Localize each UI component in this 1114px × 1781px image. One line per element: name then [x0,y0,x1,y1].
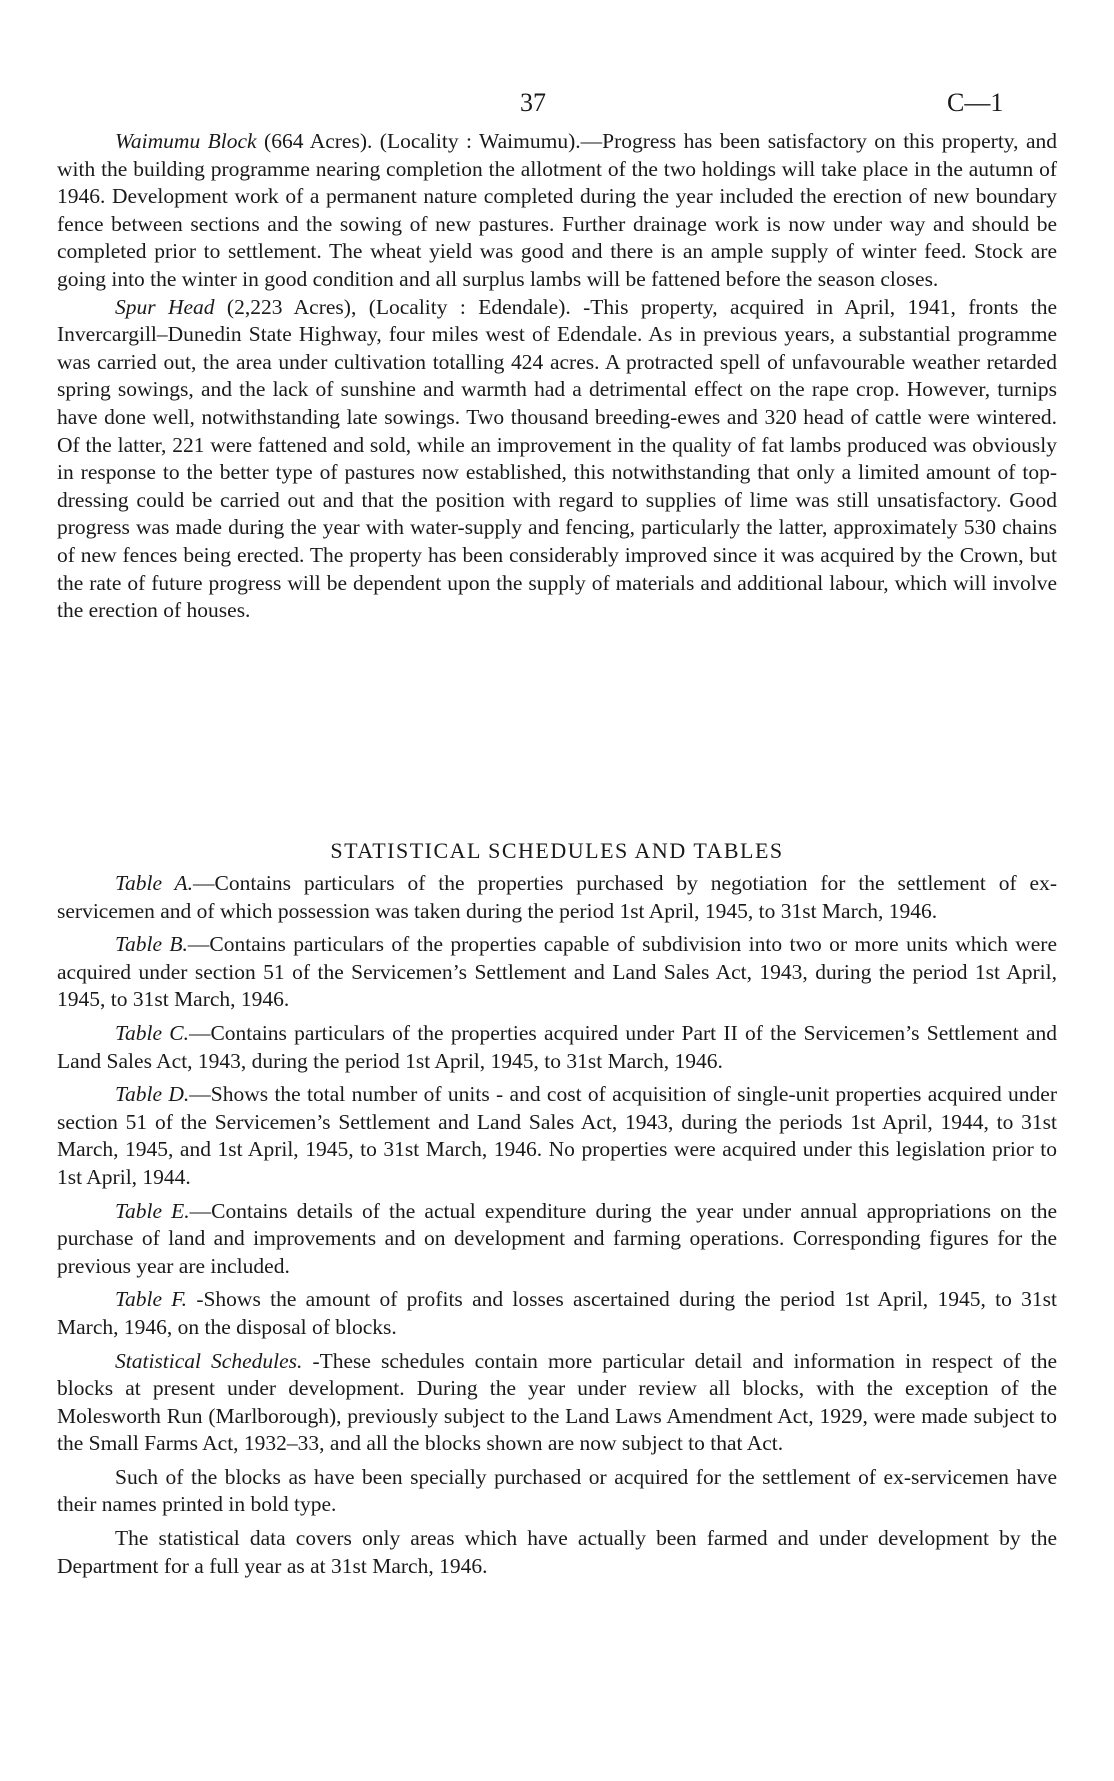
table-d-paragraph [57,1081,1057,1191]
statistical-schedules-paragraph [57,1348,1057,1458]
table-e-label: Table E. [115,1198,190,1223]
table-d-label: Table D. [115,1082,190,1107]
bold-type-note: Such of the blocks as have been specially purchased or acquired for the settlement of ex-servicemen have their names printed in bold type. [57,1464,1057,1517]
block-name-spur-head: Spur Head [115,294,215,319]
table-f-paragraph [57,1286,1057,1341]
table-b-paragraph [57,931,1057,1014]
table-f-text: -Shows the amount of profits and losses ascertained during the period 1st April, 1945, to 31st March, 1946, on the disposal of blocks. [57,1287,1057,1339]
paragraph-waimumu-text: (664 Acres). (Locality : Waimumu).—Progress has been satisfactory on this property, and with the building programme nearing completion the allotment of the two holdings will take place in the autumn of 1946. Development work of a permanent nature completed during the year included the erection of new boundary fence between sections and the sowing of new pastures. Further drainage work is now under way and should be completed prior to settlement. The wheat yield was good and there is an ample supply of winter feed. Stock are going into the winter in good condition and all surplus lambs will be fattened before the season closes. [57,129,1057,291]
table-c-label: Table C. [115,1020,189,1045]
statistical-schedules-text: -These schedules contain more particular detail and information in respect of the blocks at present under development. During the year under review all blocks, with the exception of the Molesworth Run (Marlborough), previously subject to the Land Laws Amendment Act, 1929, were made subject to the Small Farms Act, 1932–33, and all the blocks shown are now subject to that Act. [57,1348,1057,1456]
tables-description [57,870,1057,1580]
statistical-data-note: The statistical data covers only areas which have actually been farmed and under development by the Department for a full year as at 31st March, 1946. [57,1526,1057,1578]
page-header [0,88,1114,128]
table-e-paragraph [57,1198,1057,1281]
table-a-paragraph [57,870,1057,925]
table-c-text: —Contains particulars of the properties acquired under Part II of the Servicemen’s Settlement and Land Sales Act, 1943, during the period 1st April, 1945, to 31st March, 1946. [57,1020,1057,1073]
table-f-label: Table F. [115,1287,188,1312]
block-name-waimumu: Waimumu Block [115,129,257,153]
document-reference: C—1 [947,88,1004,117]
table-d-text: —Shows the total number of units - and cost of acquisition of single-unit properties acquired under section 51 of the Servicemen’s Settlement and Land Sales Act, 1943, during the periods 1st April, 1944, to 31st March, 1945, and 1st April, 1945, to 31st March, 1946. No properties were acquired under this legislation prior to 1st April, 1944. [57,1082,1058,1189]
table-a-label: Table A. [115,871,194,895]
block-reports [57,128,1057,625]
statistical-schedules-label: Statistical Schedules. [115,1348,303,1373]
table-b-text: —Contains particulars of the properties capable of subdivision into two or more units which were acquired under section 51 of the Servicemen’s Settlement and Land Sales Act, 1943, during the period 1st April, 1945, to 31st March, 1946. [57,932,1057,1012]
paragraph-spur-head [57,294,1057,625]
table-e-text: —Contains details of the actual expenditure during the year under annual appropriations on the purchase of land and improvements and on development and farming operations. Corresponding figures for the previous year are included. [57,1198,1057,1278]
table-a-text: —Contains particulars of the properties purchased by negotiation for the settlement of ex-servicemen and of which possession was taken during the period 1st April, 1945, to 31st March, 1946. [57,871,1057,923]
table-c-paragraph [57,1020,1057,1075]
table-b-label: Table B. [115,932,188,957]
section-heading: STATISTICAL SCHEDULES AND TABLES [330,838,784,863]
paragraph-waimumu [57,128,1057,294]
page-number: 37 [520,88,546,117]
paragraph-spur-head-text: (2,223 Acres), (Locality : Edendale). -This property, acquired in April, 1941, fronts the Invercargill–Dunedin State Highway, four miles west of Edendale. As in previous years, a substantial programme was carried out, the area under cultivation totalling 424 acres. A protracted spell of unfavourable weather retarded spring sowings, and the lack of sunshine and warmth had a detrimental effect on the rape crop. However, turnips have done well, notwithstanding late sowings. Two thousand breeding-ewes and 320 head of cattle were wintered. Of the latter, 221 were fattened and sold, while an improvement in the quality of fat lambs produced was obviously in response to the better type of pastures now established, this notwithstanding that only a limited amount of top-dressing could be carried out and that the position with regard to supplies of lime was still unsatisfactory. Good progress was made during the year with water-supply and fencing, particularly the latter, approximately 530 chains of new fences being erected. The property has been considerably improved since it was acquired by the Crown, but the rate of future progress will be dependent upon the supply of materials and additional labour, which will involve the erection of houses. [57,294,1057,623]
